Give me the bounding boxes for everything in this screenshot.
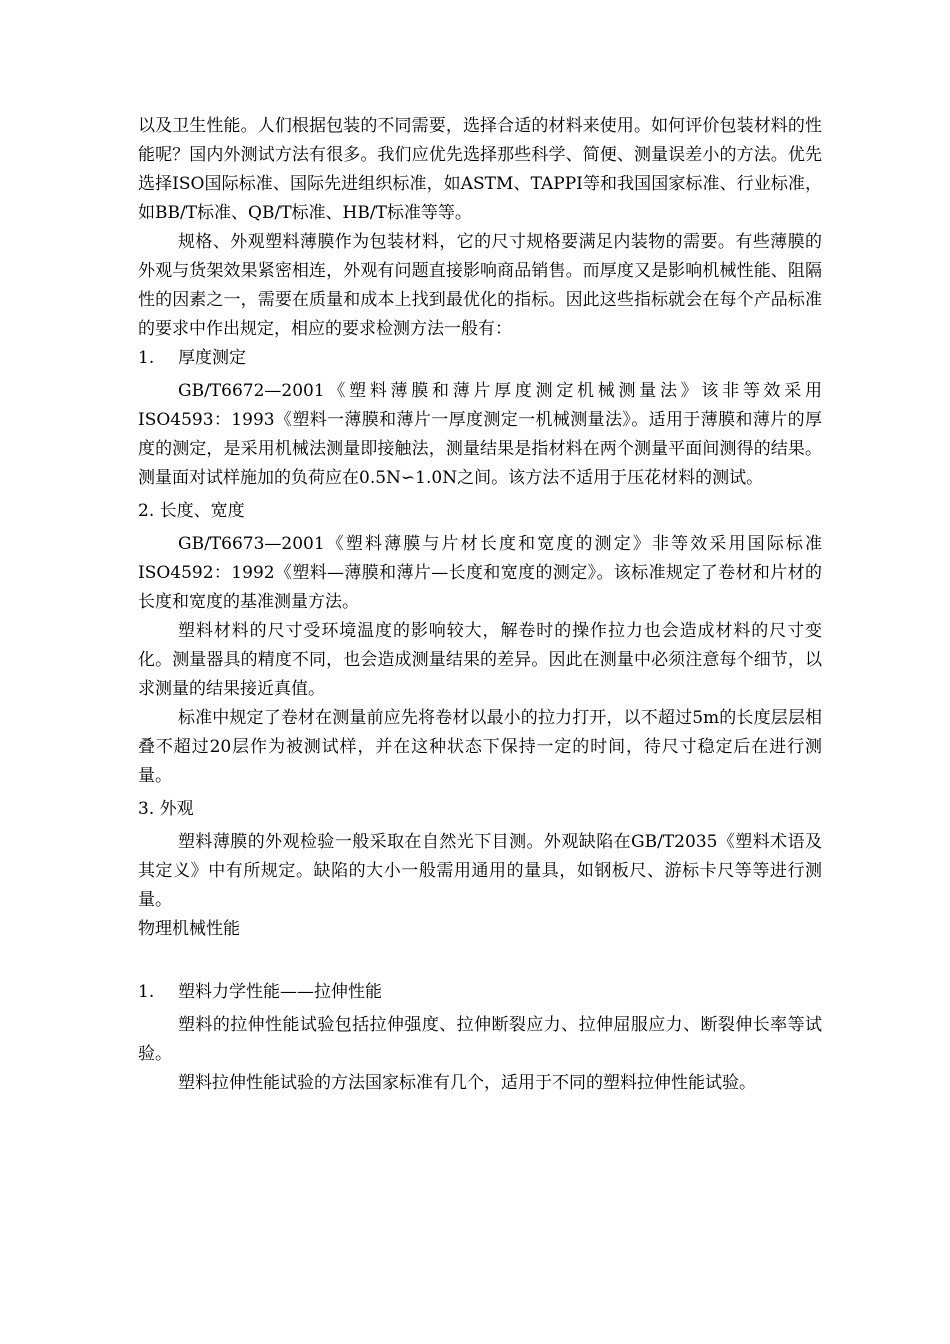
paragraph-tensile-tests: 塑料的拉伸性能试验包括拉伸强度、拉伸断裂应力、拉伸屈服应力、断裂伸长率等试验。 (138, 1015, 822, 1064)
heading-number: 1. (138, 982, 155, 1002)
heading-thickness (138, 344, 822, 373)
paragraph-thickness-standard: GB/T6672—2001《塑料薄膜和薄片厚度测定机械测量法》该非等效采用ISO4593：1993《塑料一薄膜和薄片一厚度测定一机械测量法》。适用于薄膜和薄片的厚度的测定，是采用机械法测量即接触法，测量结果是指材料在两个测量平面间测得的结果。测量面对试样施加的负荷应在0.5N∽1.0N之间。该方法不适用于压花材料的测试。 (138, 381, 822, 488)
paragraph-specification-appearance: 规格、外观塑料薄膜作为包装材料，它的尺寸规格要满足内装物的需要。有些薄膜的外观与货架效果紧密相连，外观有问题直接影响商品销售。而厚度又是影响机械性能、阻隔性的因素之一，需要在质量和成本上找到最优化的指标。因此这些指标就会在每个产品标准的要求中作出规定，相应的要求检测方法一般有： (138, 232, 822, 339)
heading-number: 1. (138, 348, 155, 368)
heading-tensile (138, 978, 822, 1007)
heading-text: 厚度测定 (178, 348, 246, 368)
paragraph-roll-measurement: 标准中规定了卷材在测量前应先将卷材以最小的拉力打开，以不超过5m的长度层层相叠不超过20层作为被测试样，并在这种状态下保持一定的时间，待尺寸稳定后在进行测量。 (138, 708, 822, 786)
heading-physical-mechanical: 物理机械性能 (138, 919, 240, 939)
heading-length-width: 2. 长度、宽度 (138, 501, 245, 521)
paragraph-length-width-standard: GB/T6673—2001《塑料薄膜与片材长度和宽度的测定》非等效采用国际标准ISO4592：1992《塑料—薄膜和薄片—长度和宽度的测定》。该标准规定了卷材和片材的长度和宽度的基准测量方法。 (138, 534, 822, 612)
heading-appearance: 3. 外观 (138, 799, 194, 819)
paragraph-packaging-testing: 以及卫生性能。人们根据包装的不同需要，选择合适的材料来使用。如何评价包装材料的性能呢？国内外测试方法有很多。我们应优先选择那些科学、简便、测量误差小的方法。优先选择ISO国际标准、国际先进组织标准，如ASTM、TAPPI等和我国国家标准、行业标准，如BB/T标准、QB/T标准、HB/T标准等等。 (138, 116, 822, 223)
paragraph-appearance-inspection: 塑料薄膜的外观检验一般采取在自然光下目测。外观缺陷在GB/T2035《塑料术语及其定义》中有所规定。缺陷的大小一般需用通用的量具，如钢板尺、游标卡尺等等进行测量。 (138, 832, 822, 910)
paragraph-tensile-standards: 塑料拉伸性能试验的方法国家标准有几个，适用于不同的塑料拉伸性能试验。 (178, 1073, 756, 1093)
document-page (138, 112, 822, 1098)
heading-text: 塑料力学性能——拉伸性能 (178, 982, 382, 1002)
paragraph-dimension-factors: 塑料材料的尺寸受环境温度的影响较大，解卷时的操作拉力也会造成材料的尺寸变化。测量器具的精度不同，也会造成测量结果的差异。因此在测量中必须注意每个细节，以求测量的结果接近真值。 (138, 621, 822, 699)
